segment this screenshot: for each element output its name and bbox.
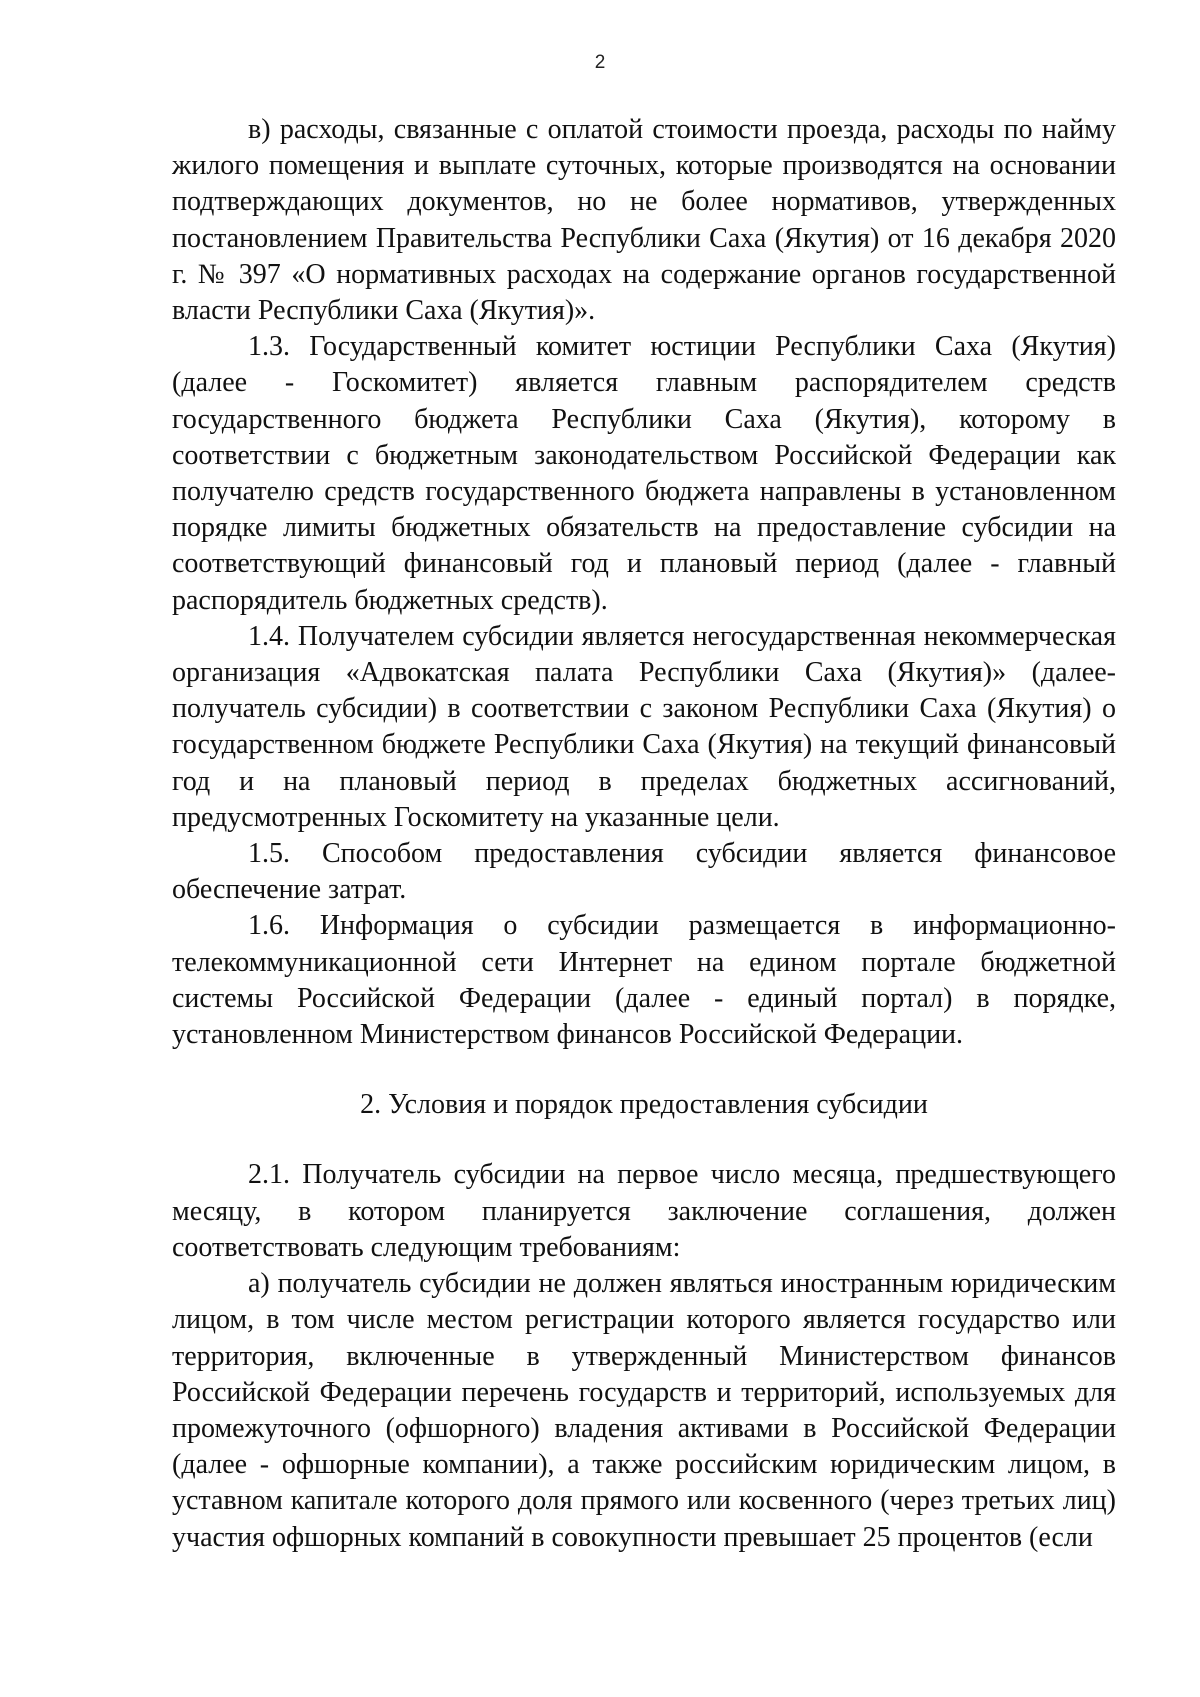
document-body	[172, 112, 1116, 1556]
paragraph-1-4: 1.4. Получателем субсидии является негосударственная некоммерческая организация «Адвокатская палата Республики Саха (Якутия)» (далее-получатель субсидии) в соответствии с законом Республики Саха (Якутия) о государственном бюджете Республики Саха (Якутия) на текущий финансовый год и на плановый период в пределах бюджетных ассигнований, предусмотренных Госкомитету на указанные цели.	[172, 620, 1116, 833]
page-number: 2	[594, 52, 606, 73]
section-heading: 2. Условия и порядок предоставления субсидии	[360, 1089, 928, 1121]
paragraph-requirement-a: а) получатель субсидии не должен являться иностранным юридическим лицом, в том числе местом регистрации которого является государство или территория, включенные в утвержденный Министерством финансов Российской Федерации перечень государств и территорий, используемых для промежуточного (офшорного) владения активами в Российской Федерации (далее - офшорные компании), а также российским юридическим лицом, в уставном капитале которого доля прямого или косвенного (через третьих лиц) участия офшорных компаний в совокупности превышает 25 процентов (если	[172, 1268, 1116, 1553]
paragraph-2-1: 2.1. Получатель субсидии на первое число месяца, предшествующего месяцу, в котором планируется заключение соглашения, должен соответствовать следующим требованиям:	[172, 1159, 1116, 1263]
paragraph-travel-expenses: в) расходы, связанные с оплатой стоимости проезда, расходы по найму жилого помещения и выплате суточных, которые производятся на основании подтверждающих документов, но не более нормативов, утвержденных постановлением Правительства Республики Саха (Якутия) от 16 декабря 2020 г. № 397 «О нормативных расходах на содержание органов государственной власти Республики Саха (Якутия)».	[172, 114, 1116, 327]
paragraph-1-3: 1.3. Государственный комитет юстиции Республики Саха (Якутия) (далее - Госкомитет) является главным распорядителем средств государственного бюджета Республики Саха (Якутия), которому в соответствии с бюджетным законодательством Российской Федерации как получателю средств государственного бюджета направлены в установленном порядке лимиты бюджетных обязательств на предоставление субсидии на соответствующий финансовый год и плановый период (далее - главный распорядитель бюджетных средств).	[172, 331, 1116, 616]
paragraph-1-5: 1.5. Способом предоставления субсидии является финансовое обеспечение затрат.	[172, 838, 1116, 906]
paragraph-1-6: 1.6. Информация о субсидии размещается в информационно-телекоммуникационной сети Интернет на едином портале бюджетной системы Российской Федерации (далее - единый портал) в порядке, установленном Министерством финансов Российской Федерации.	[172, 910, 1116, 1051]
